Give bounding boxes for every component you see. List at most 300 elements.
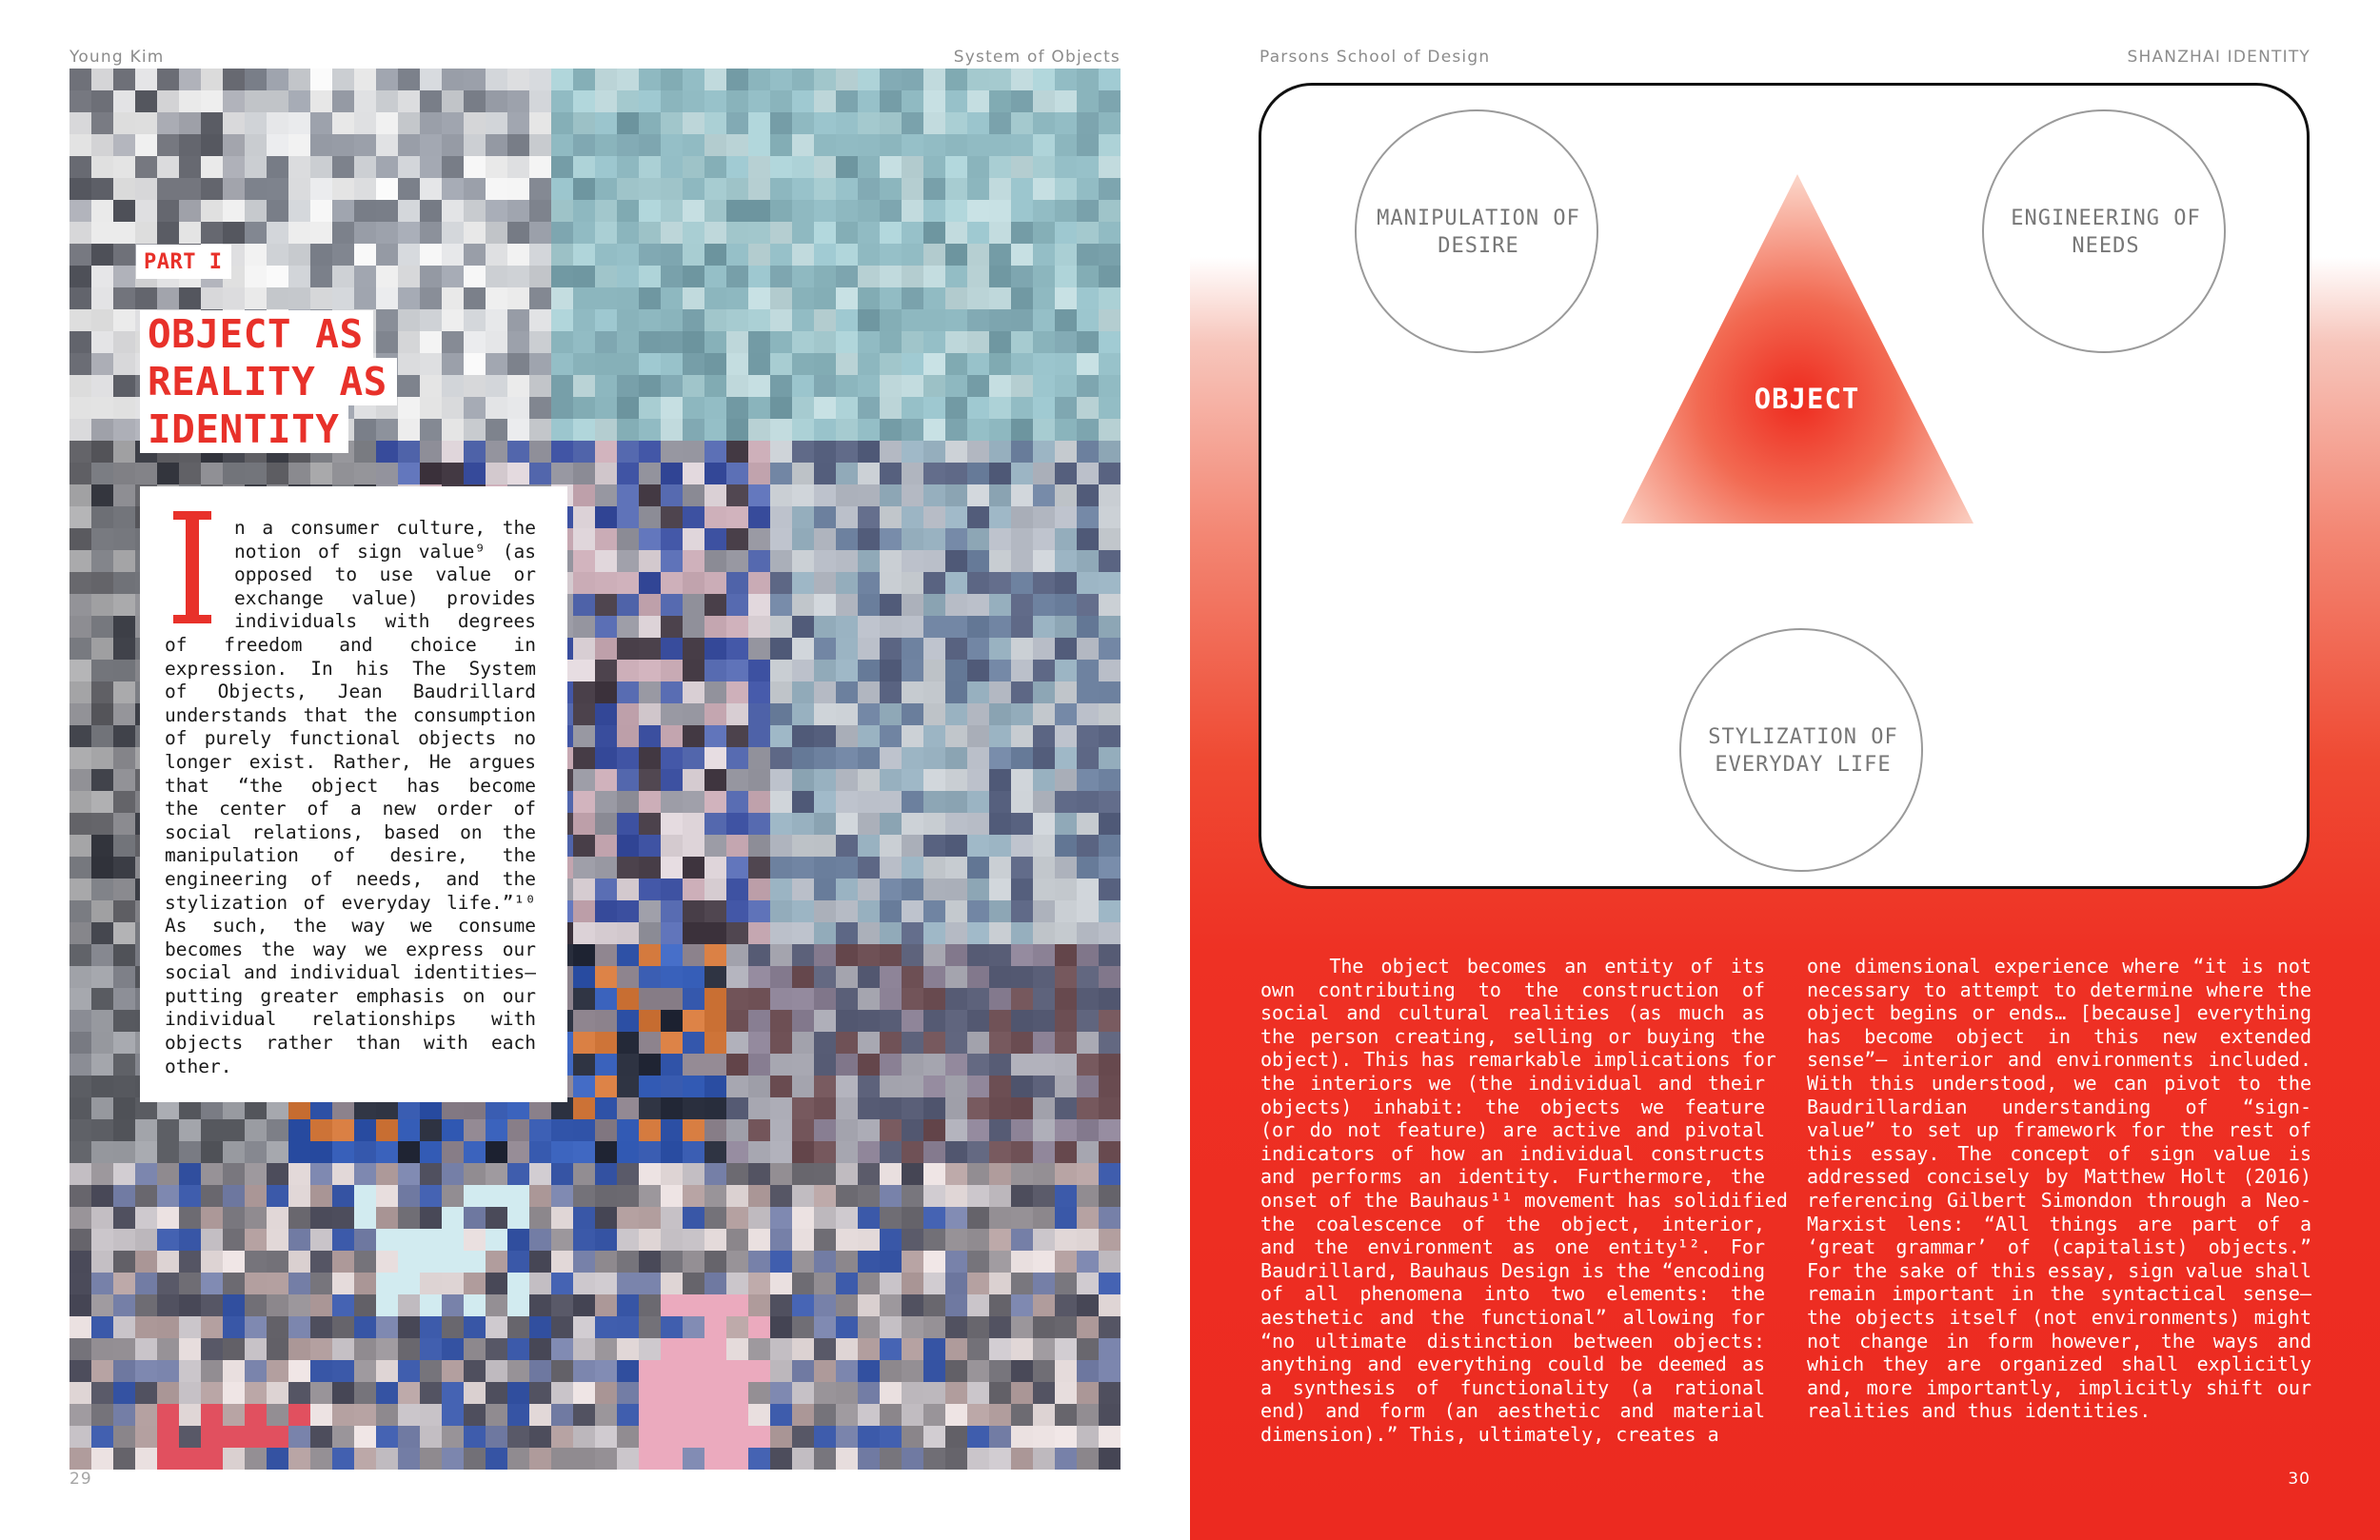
photo-pixel — [945, 1251, 967, 1273]
photo-pixel — [617, 879, 639, 900]
photo-pixel — [770, 879, 792, 900]
circle-label-line: NEEDS — [2072, 234, 2140, 258]
photo-pixel — [836, 375, 858, 397]
photo-pixel — [595, 484, 617, 506]
photo-pixel — [661, 1382, 683, 1404]
photo-pixel — [814, 1054, 836, 1076]
photo-pixel — [573, 922, 595, 944]
photo-pixel — [442, 287, 464, 309]
photo-pixel — [902, 156, 923, 178]
photo-pixel — [639, 528, 661, 550]
photo-pixel — [376, 1207, 398, 1229]
circle-label-line: DESIRE — [1438, 234, 1519, 258]
photo-pixel — [486, 178, 507, 200]
photo-pixel — [245, 178, 267, 200]
photo-pixel — [573, 331, 595, 353]
photo-pixel — [91, 725, 113, 747]
photo-pixel — [179, 200, 201, 222]
photo-pixel — [113, 660, 135, 681]
photo-pixel — [1033, 528, 1055, 550]
photo-pixel — [91, 747, 113, 769]
photo-pixel — [858, 813, 880, 835]
photo-pixel — [880, 594, 902, 616]
photo-pixel — [91, 156, 113, 178]
photo-pixel — [157, 1185, 179, 1207]
photo-pixel — [989, 266, 1011, 287]
photo-pixel — [1077, 266, 1099, 287]
photo-pixel — [989, 156, 1011, 178]
photo-pixel — [945, 1163, 967, 1185]
photo-pixel — [792, 1010, 814, 1032]
photo-pixel — [814, 90, 836, 112]
photo-pixel — [945, 156, 967, 178]
photo-pixel — [288, 222, 310, 244]
photo-pixel — [223, 1448, 245, 1470]
photo-pixel — [639, 747, 661, 769]
photo-pixel — [989, 1360, 1011, 1382]
photo-pixel — [113, 1054, 135, 1076]
photo-pixel — [573, 1097, 595, 1119]
photo-pixel — [157, 1251, 179, 1273]
photo-pixel — [858, 922, 880, 944]
photo-pixel — [989, 484, 1011, 506]
photo-pixel — [923, 1273, 945, 1294]
photo-pixel — [1033, 1338, 1055, 1360]
photo-pixel — [923, 725, 945, 747]
photo-pixel — [726, 1185, 748, 1207]
photo-pixel — [1077, 1251, 1099, 1273]
photo-pixel — [748, 944, 770, 966]
photo-pixel — [989, 769, 1011, 791]
photo-pixel — [1033, 1360, 1055, 1382]
photo-pixel — [573, 1054, 595, 1076]
photo-pixel — [792, 112, 814, 134]
body-line: the coalescence of the object, interior, — [1260, 1212, 1765, 1235]
photo-pixel — [354, 1273, 376, 1294]
photo-pixel — [1033, 1032, 1055, 1054]
photo-pixel — [1055, 1338, 1077, 1360]
photo-pixel — [245, 1119, 267, 1141]
photo-pixel — [442, 463, 464, 484]
photo-pixel — [617, 1426, 639, 1448]
photo-pixel — [945, 1207, 967, 1229]
photo-pixel — [1011, 463, 1033, 484]
photo-pixel — [1033, 572, 1055, 594]
photo-pixel — [880, 747, 902, 769]
photo-pixel — [1033, 331, 1055, 353]
photo-pixel — [573, 594, 595, 616]
photo-pixel — [1011, 1119, 1033, 1141]
photo-pixel — [113, 857, 135, 879]
photo-pixel — [726, 375, 748, 397]
photo-pixel — [420, 1294, 442, 1316]
photo-pixel — [529, 266, 551, 287]
photo-pixel — [529, 1251, 551, 1273]
photo-pixel — [179, 463, 201, 484]
photo-pixel — [923, 1032, 945, 1054]
photo-pixel — [923, 1054, 945, 1076]
photo-pixel — [113, 463, 135, 484]
photo-pixel — [967, 1294, 989, 1316]
photo-pixel — [639, 1141, 661, 1163]
photo-pixel — [486, 397, 507, 419]
photo-pixel — [967, 1448, 989, 1470]
photo-pixel — [836, 156, 858, 178]
photo-pixel — [398, 90, 420, 112]
photo-pixel — [639, 200, 661, 222]
photo-pixel — [836, 1010, 858, 1032]
photo-pixel — [179, 156, 201, 178]
photo-pixel — [420, 1448, 442, 1470]
photo-pixel — [639, 1054, 661, 1076]
photo-pixel — [661, 550, 683, 572]
photo-pixel — [398, 397, 420, 419]
photo-pixel — [91, 813, 113, 835]
photo-pixel — [157, 1273, 179, 1294]
photo-pixel — [989, 550, 1011, 572]
photo-pixel — [880, 616, 902, 638]
photo-pixel — [354, 1207, 376, 1229]
photo-pixel — [507, 134, 529, 156]
photo-pixel — [836, 725, 858, 747]
photo-pixel — [814, 769, 836, 791]
photo-pixel — [1011, 441, 1033, 463]
photo-pixel — [595, 1054, 617, 1076]
photo-pixel — [814, 703, 836, 725]
photo-pixel — [967, 1163, 989, 1185]
photo-pixel — [1033, 1207, 1055, 1229]
photo-pixel — [989, 1251, 1011, 1273]
photo-pixel — [442, 69, 464, 90]
photo-pixel — [792, 200, 814, 222]
photo-pixel — [814, 988, 836, 1010]
photo-pixel — [529, 1404, 551, 1426]
body-line: engineering of needs, and the — [165, 867, 536, 890]
photo-pixel — [617, 484, 639, 506]
photo-pixel — [91, 681, 113, 703]
photo-pixel — [923, 791, 945, 813]
photo-pixel — [704, 1076, 726, 1097]
photo-pixel — [617, 1294, 639, 1316]
photo-pixel — [1033, 1316, 1055, 1338]
photo-pixel — [113, 375, 135, 397]
photo-pixel — [551, 1185, 573, 1207]
photo-pixel — [748, 988, 770, 1010]
photo-pixel — [1077, 703, 1099, 725]
photo-pixel — [354, 1316, 376, 1338]
photo-pixel — [332, 178, 354, 200]
photo-pixel — [814, 922, 836, 944]
photo-pixel — [683, 419, 704, 441]
photo-pixel — [836, 484, 858, 506]
photo-pixel — [989, 375, 1011, 397]
photo-pixel — [398, 1316, 420, 1338]
photo-pixel — [179, 134, 201, 156]
photo-pixel — [661, 397, 683, 419]
photo-pixel — [1077, 1141, 1099, 1163]
photo-pixel — [704, 112, 726, 134]
title-line: OBJECT AS — [140, 310, 373, 358]
body-line: objects) inhabit: the objects we feature — [1260, 1095, 1765, 1118]
photo-pixel — [1011, 835, 1033, 857]
photo-pixel — [792, 353, 814, 375]
photo-pixel — [135, 1273, 157, 1294]
photo-pixel — [354, 419, 376, 441]
photo-pixel — [704, 266, 726, 287]
photo-pixel — [69, 703, 91, 725]
photo-pixel — [704, 287, 726, 309]
body-line: has become object in this new extended — [1807, 1024, 2311, 1048]
photo-pixel — [770, 1010, 792, 1032]
photo-pixel — [704, 375, 726, 397]
photo-pixel — [617, 681, 639, 703]
photo-pixel — [748, 1316, 770, 1338]
photo-pixel — [551, 331, 573, 353]
photo-pixel — [201, 1119, 223, 1141]
photo-pixel — [486, 375, 507, 397]
photo-pixel — [332, 463, 354, 484]
photo-pixel — [288, 266, 310, 287]
photo-pixel — [288, 1426, 310, 1448]
photo-pixel — [902, 857, 923, 879]
photo-pixel — [1077, 1032, 1099, 1054]
photo-pixel — [1055, 156, 1077, 178]
photo-pixel — [814, 244, 836, 266]
photo-pixel — [661, 287, 683, 309]
photo-pixel — [91, 463, 113, 484]
photo-pixel — [398, 178, 420, 200]
photo-pixel — [1033, 287, 1055, 309]
photo-pixel — [91, 1360, 113, 1382]
photo-pixel — [595, 1382, 617, 1404]
photo-pixel — [902, 1207, 923, 1229]
photo-pixel — [310, 463, 332, 484]
photo-pixel — [69, 353, 91, 375]
photo-pixel — [551, 353, 573, 375]
photo-pixel — [880, 944, 902, 966]
photo-pixel — [639, 397, 661, 419]
photo-pixel — [639, 1360, 661, 1382]
photo-pixel — [573, 287, 595, 309]
photo-pixel — [683, 1273, 704, 1294]
photo-pixel — [398, 112, 420, 134]
photo-pixel — [1077, 747, 1099, 769]
photo-pixel — [923, 1448, 945, 1470]
body-line: the objects itself (not environments) might — [1807, 1305, 2311, 1329]
photo-pixel — [223, 178, 245, 200]
photo-pixel — [354, 1360, 376, 1382]
photo-pixel — [617, 616, 639, 638]
body-line: which they are organized shall explicitly — [1807, 1352, 2311, 1376]
photo-pixel — [1033, 1076, 1055, 1097]
photo-pixel — [91, 112, 113, 134]
photo-pixel — [1033, 266, 1055, 287]
photo-pixel — [573, 90, 595, 112]
photo-pixel — [398, 1448, 420, 1470]
photo-pixel — [748, 331, 770, 353]
photo-pixel — [157, 134, 179, 156]
photo-pixel — [792, 1294, 814, 1316]
photo-pixel — [770, 1097, 792, 1119]
photo-pixel — [836, 528, 858, 550]
photo-pixel — [836, 988, 858, 1010]
photo-pixel — [486, 1273, 507, 1294]
photo-pixel — [529, 419, 551, 441]
photo-pixel — [967, 309, 989, 331]
photo-pixel — [69, 944, 91, 966]
photo-pixel — [376, 266, 398, 287]
photo-pixel — [1011, 1316, 1033, 1338]
photo-pixel — [113, 156, 135, 178]
photo-pixel — [880, 1097, 902, 1119]
photo-pixel — [376, 90, 398, 112]
photo-pixel — [91, 1251, 113, 1273]
photo-pixel — [551, 1360, 573, 1382]
photo-pixel — [1055, 112, 1077, 134]
photo-pixel — [661, 309, 683, 331]
photo-pixel — [814, 900, 836, 922]
photo-pixel — [617, 1382, 639, 1404]
photo-pixel — [69, 441, 91, 463]
photo-pixel — [748, 1032, 770, 1054]
photo-pixel — [858, 660, 880, 681]
photo-pixel — [923, 1229, 945, 1251]
photo-pixel — [770, 1054, 792, 1076]
photo-pixel — [989, 1316, 1011, 1338]
circle-manipulation-of-desire — [1355, 109, 1598, 353]
photo-pixel — [288, 1207, 310, 1229]
photo-pixel — [814, 879, 836, 900]
photo-pixel — [91, 835, 113, 857]
photo-pixel — [683, 835, 704, 857]
photo-pixel — [617, 528, 639, 550]
photo-pixel — [902, 813, 923, 835]
photo-pixel — [1099, 1141, 1121, 1163]
photo-pixel — [595, 1316, 617, 1338]
photo-pixel — [880, 725, 902, 747]
photo-pixel — [1099, 397, 1121, 419]
photo-pixel — [661, 638, 683, 660]
photo-pixel — [704, 353, 726, 375]
photo-pixel — [1099, 594, 1121, 616]
photo-pixel — [486, 353, 507, 375]
photo-pixel — [814, 1404, 836, 1426]
photo-pixel — [989, 857, 1011, 879]
photo-pixel — [792, 1273, 814, 1294]
circle-label-line: MANIPULATION OF — [1377, 207, 1580, 230]
photo-pixel — [91, 506, 113, 528]
photo-pixel — [486, 1382, 507, 1404]
photo-pixel — [595, 200, 617, 222]
photo-pixel — [902, 1360, 923, 1382]
photo-pixel — [945, 1316, 967, 1338]
photo-pixel — [245, 1141, 267, 1163]
photo-pixel — [464, 266, 486, 287]
photo-pixel — [704, 419, 726, 441]
photo-pixel — [573, 1426, 595, 1448]
photo-pixel — [814, 1097, 836, 1119]
body-line: addressed concisely by Matthew Holt (2016) — [1807, 1165, 2311, 1189]
photo-pixel — [595, 90, 617, 112]
photo-pixel — [836, 922, 858, 944]
photo-pixel — [442, 353, 464, 375]
photo-pixel — [923, 1404, 945, 1426]
photo-pixel — [945, 1229, 967, 1251]
photo-pixel — [967, 419, 989, 441]
photo-pixel — [639, 69, 661, 90]
photo-pixel — [223, 112, 245, 134]
photo-pixel — [398, 441, 420, 463]
photo-pixel — [639, 309, 661, 331]
photo-pixel — [1033, 397, 1055, 419]
photo-pixel — [617, 966, 639, 988]
photo-pixel — [836, 178, 858, 200]
photo-pixel — [179, 1163, 201, 1185]
photo-pixel — [573, 463, 595, 484]
photo-pixel — [726, 1097, 748, 1119]
photo-pixel — [989, 178, 1011, 200]
photo-pixel — [770, 134, 792, 156]
photo-pixel — [69, 572, 91, 594]
photo-pixel — [792, 572, 814, 594]
photo-pixel — [617, 1338, 639, 1360]
photo-pixel — [683, 1141, 704, 1163]
photo-pixel — [792, 900, 814, 922]
photo-pixel — [1077, 222, 1099, 244]
photo-pixel — [310, 287, 332, 309]
photo-pixel — [551, 1207, 573, 1229]
photo-pixel — [967, 1338, 989, 1360]
photo-pixel — [157, 1163, 179, 1185]
photo-pixel — [814, 1163, 836, 1185]
photo-pixel — [661, 922, 683, 944]
photo-pixel — [507, 178, 529, 200]
photo-pixel — [639, 1426, 661, 1448]
photo-pixel — [529, 1163, 551, 1185]
photo-pixel — [1077, 1207, 1099, 1229]
photo-pixel — [573, 769, 595, 791]
photo-pixel — [923, 681, 945, 703]
photo-pixel — [507, 353, 529, 375]
photo-pixel — [310, 1273, 332, 1294]
photo-pixel — [223, 1294, 245, 1316]
photo-pixel — [792, 1316, 814, 1338]
photo-pixel — [661, 484, 683, 506]
photo-pixel — [113, 266, 135, 287]
photo-pixel — [989, 616, 1011, 638]
photo-pixel — [858, 1076, 880, 1097]
photo-pixel — [704, 528, 726, 550]
photo-pixel — [595, 506, 617, 528]
photo-pixel — [179, 1360, 201, 1382]
photo-pixel — [989, 813, 1011, 835]
photo-pixel — [902, 1010, 923, 1032]
photo-pixel — [770, 616, 792, 638]
body-line: For the sake of this essay, sign value shall — [1807, 1258, 2311, 1282]
photo-pixel — [113, 922, 135, 944]
photo-pixel — [792, 616, 814, 638]
photo-pixel — [639, 1163, 661, 1185]
photo-pixel — [354, 1185, 376, 1207]
photo-pixel — [770, 1251, 792, 1273]
photo-pixel — [69, 813, 91, 835]
photo-pixel — [310, 134, 332, 156]
photo-pixel — [464, 1251, 486, 1273]
photo-pixel — [902, 1338, 923, 1360]
photo-pixel — [945, 178, 967, 200]
photo-pixel — [573, 1294, 595, 1316]
photo-pixel — [923, 353, 945, 375]
